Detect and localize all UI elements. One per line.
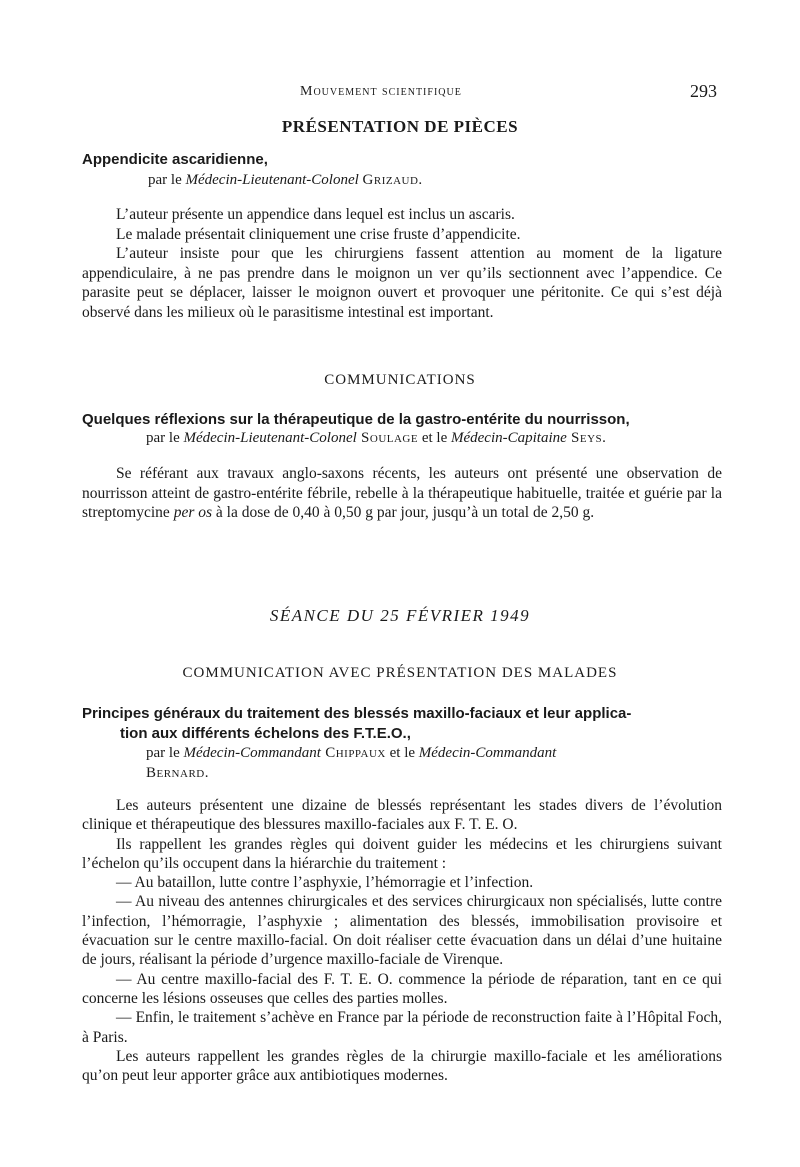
- byline-grizaud: [148, 170, 423, 190]
- byline-soulage-seys: [146, 428, 606, 448]
- byline-prefix: par le: [146, 745, 184, 761]
- paragraph: L’auteur insiste pour que les chirurgiens fassent attention au moment de la ligature appendiculaire, à ne pas prendre dans le moignon un ver qu’ils sectionnent avec l’appendice. Ce parasite peut se déplacer, laisser le moignon ouvert et provoquer une péritonite. Ce qui s’est déjà observé dans les milieux où le parasitisme intestinal est important.: [82, 245, 722, 321]
- section-heading-communication-malades: COMMUNICATION AVEC PRÉSENTATION DES MALADES: [182, 665, 618, 681]
- running-title: Mouvement scientifique: [300, 84, 462, 99]
- author-name: Grizaud.: [362, 172, 423, 188]
- section-heading-presentation: PRÉSENTATION DE PIÈCES: [281, 117, 519, 136]
- latin-term: per os: [173, 504, 213, 521]
- session-heading: SÉANCE DU 25 FÉVRIER 1949: [269, 606, 531, 625]
- paragraph: — Enfin, le traitement s’achève en France par la période de reconstruction faite à l’Hôpital Foch, à Paris.: [82, 1009, 722, 1046]
- paragraph: Ils rappellent les grandes règles qui doivent guider les médecins et les chirurgiens suivant l’échelon qu’ils occupent dans la hiérarchie du traitement :: [82, 835, 722, 872]
- paragraph: — Au bataillon, lutte contre l’asphyxie, l’hémorragie et l’infection.: [116, 874, 534, 892]
- author-role: Médecin-Capitaine: [451, 430, 567, 446]
- byline-chippaux-bernard: [146, 743, 726, 783]
- paragraph: Le malade présentait cliniquement une crise fruste d’appendicite.: [116, 225, 521, 243]
- author-role: Médecin-Lieutenant-Colonel: [183, 430, 357, 446]
- article-title-gastro-enterite: Quelques réflexions sur la thérapeutique de la gastro-entérite du nourrisson,: [82, 411, 630, 428]
- byline-conjunction: et le: [385, 745, 419, 761]
- author-role: Médecin-Commandant: [183, 745, 321, 761]
- author-role: Médecin-Commandant: [418, 745, 557, 761]
- paragraph: — Au niveau des antennes chirurgicales et des services chirurgicaux non spécialisés, lutte contre l’infection, l’hémorragie, l’asphyxie ; alimentation des blessés, immobilisation provisoire et évacuation sur le centre maxillo-facial. On doit réaliser cette évacuation dans un délai d’une huitaine de jours, réalisant la période d’urgence maxillo-faciale de Virenque.: [82, 893, 722, 969]
- article-body-appendicite: [82, 205, 722, 322]
- author-name: Bernard.: [146, 765, 209, 781]
- paragraph-text: Se référant aux travaux anglo-saxons récents, les auteurs ont présenté une observation de nourrisson atteint de gastro-entérite fébrile, rebelle à la thérapeutique habituelle, traitée et guérie par la streptomycine: [82, 465, 722, 521]
- page-number: 293: [690, 81, 717, 101]
- author-name: Chippaux: [320, 745, 386, 761]
- paragraph: — Au centre maxillo-facial des F. T. E. O. commence la période de réparation, tant en ce qui concerne les lésions osseuses que celles des parties molles.: [82, 970, 722, 1007]
- article-title-line: tion aux différents échelons des F.T.E.O.,: [120, 725, 411, 742]
- author-role: Médecin-Lieutenant-Colonel: [185, 172, 359, 188]
- author-name: Seys.: [566, 430, 607, 446]
- byline-prefix: par le: [148, 172, 186, 188]
- article-body-gastro-enterite: [82, 464, 722, 523]
- section-heading-communications: COMMUNICATIONS: [324, 372, 476, 388]
- paragraph-text: à la dose de 0,40 à 0,50 g par jour, jusqu’à un total de 2,50 g.: [212, 504, 595, 521]
- paragraph: [82, 464, 722, 523]
- author-name: Soulage: [356, 430, 419, 446]
- article-title-appendicite: Appendicite ascaridienne,: [82, 151, 268, 168]
- byline-conjunction: et le: [418, 430, 451, 446]
- article-title-line: Principes généraux du traitement des blessés maxillo-faciaux et leur applica-: [82, 705, 632, 722]
- paragraph: Les auteurs rappellent les grandes règles de la chirurgie maxillo-faciale et les améliorations qu’on peut leur apporter grâce aux antibiotiques modernes.: [82, 1047, 722, 1085]
- article-title-maxillo-faciaux: [82, 704, 732, 744]
- article-body-maxillo-faciaux: [82, 796, 722, 1085]
- paragraph: L’auteur présente un appendice dans lequel est inclus un ascaris.: [116, 206, 515, 223]
- paragraph: Les auteurs présentent une dizaine de blessés représentant les stades divers de l’évolution clinique et thérapeutique des blessures maxillo-faciales aux F. T. E. O.: [82, 797, 722, 834]
- byline-prefix: par le: [146, 430, 184, 446]
